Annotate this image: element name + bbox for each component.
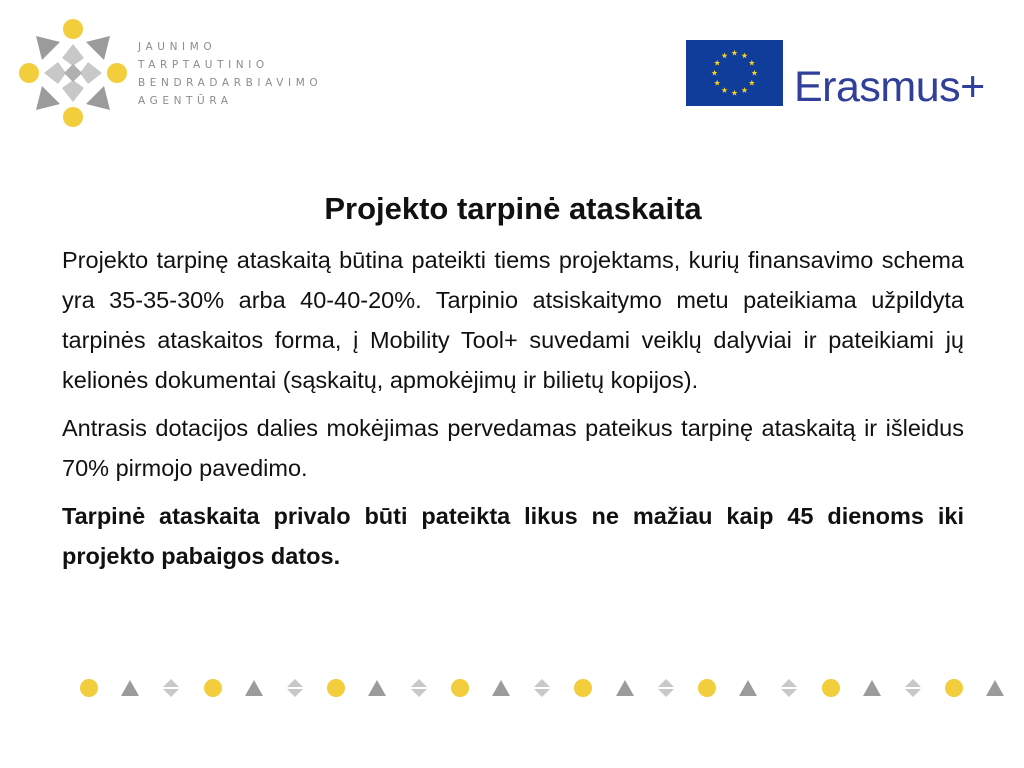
agency-line-1: JAUNIMO [138,41,217,53]
erasmus-logo [686,40,1008,111]
deco-triangle-icon [243,676,267,700]
agency-name [138,38,328,110]
eu-flag-icon [686,40,783,106]
main-content [62,190,964,584]
paragraph-2: Antrasis dotacijos dalies mokėjimas pervedamas pateikus tarpinę ataskaitą ir išleidus 70% pirmojo pavedimo. [62,415,964,481]
deco-triangle-icon [737,676,761,700]
deco-triangle-icon [119,676,143,700]
agency-line-4: AGENTŪRA [138,95,233,107]
deco-diamond-icon [778,676,802,700]
deco-circle-icon [572,676,596,700]
agency-line-2: TARPTAUTINIO [138,59,269,71]
agency-line-3: BENDRADARBIAVIMO [138,77,323,89]
deco-triangle-icon [861,676,885,700]
deco-triangle-icon [490,676,514,700]
deco-triangle-icon [614,676,638,700]
erasmus-wordmark: Erasmus+ [794,63,985,111]
decorative-pattern-row [78,676,938,706]
deco-diamond-icon [531,676,555,700]
deco-circle-icon [943,676,967,700]
deco-circle-icon [449,676,473,700]
deco-circle-icon [78,676,102,700]
deco-diamond-icon [902,676,926,700]
agency-pattern-icon [18,18,128,128]
deco-circle-icon [696,676,720,700]
deco-circle-icon [820,676,844,700]
paragraph-3: Tarpinė ataskaita privalo būti pateikta likus ne mažiau kaip 45 dienoms iki projekto pabaigos datos. [62,503,964,569]
deco-diamond-icon [408,676,432,700]
paragraph-1: Projekto tarpinę ataskaitą būtina pateikti tiems projektams, kurių finansavimo schema yra 35-35-30% arba 40-40-20%. Tarpinio atsiskaitymo metu pateikiama užpildyta tarpinės ataskaitos forma, į Mobility Tool+ suvedami veiklų dalyviai ir pateikiami jų kelionės dokumentai (sąskaitų, apmokėjimų ir bilietų kopijos). [62,247,964,393]
deco-triangle-icon [366,676,390,700]
deco-diamond-icon [160,676,184,700]
deco-diamond-icon [284,676,308,700]
deco-circle-icon [325,676,349,700]
agency-logo [18,18,323,128]
deco-triangle-icon [984,676,1008,700]
deco-circle-icon [202,676,226,700]
deco-diamond-icon [655,676,679,700]
page-title: Projekto tarpinė ataskaita [324,191,702,226]
